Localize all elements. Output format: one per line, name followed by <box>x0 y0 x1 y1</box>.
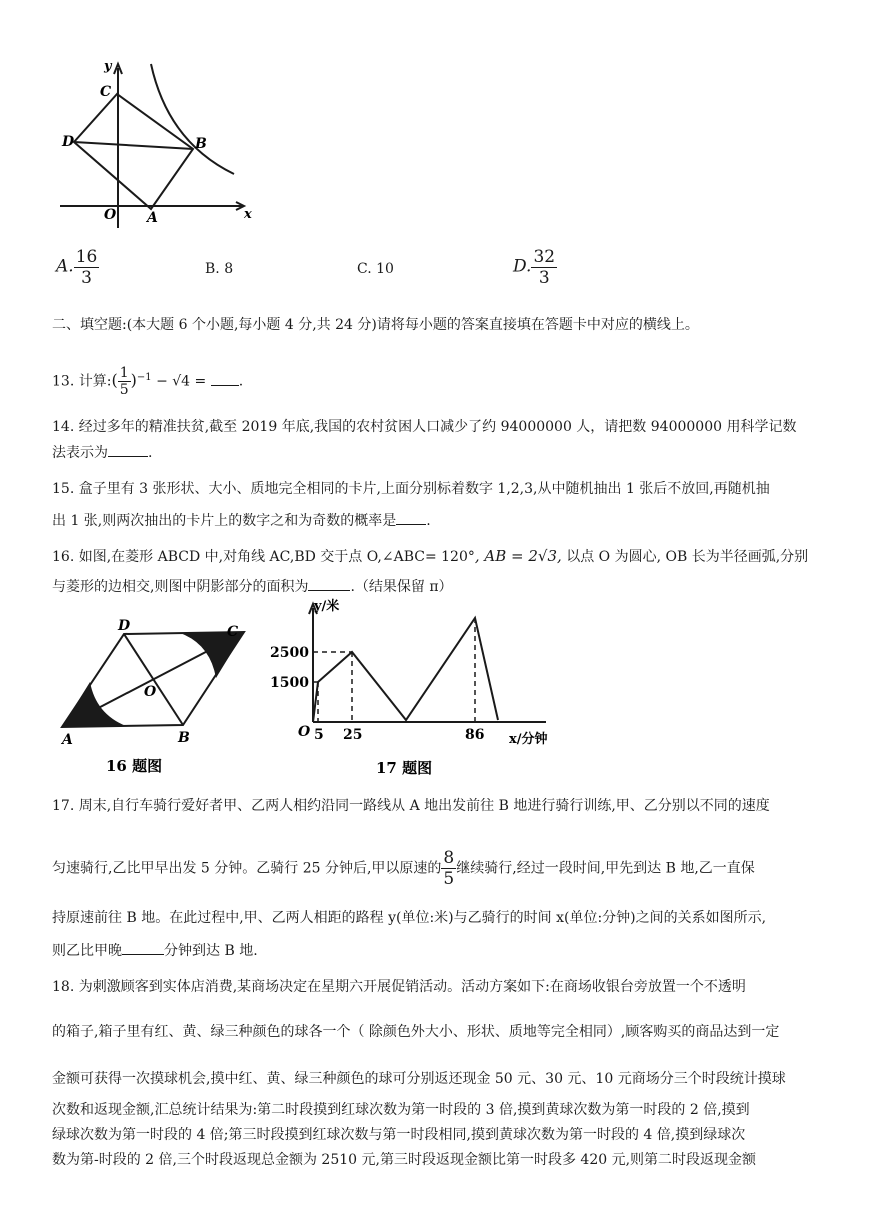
q15-text: 出 1 张,则两次抽出的卡片上的数字之和为奇数的概率是 <box>52 513 397 529</box>
q13-fraction <box>118 365 131 398</box>
x-tick-label: 5 <box>314 727 324 743</box>
hyperbola-curve <box>151 64 234 174</box>
point-label-d: D <box>62 134 75 150</box>
option-c: C. 10 <box>357 261 394 277</box>
option-d-numerator: 32 <box>533 247 556 267</box>
q18-line-2: 的箱子,箱子里有红、黄、绿三种颜色的球各一个（ 除颜色外大小、形状、质地等完全相同）,顾客购买的商品达到一定 <box>52 1024 780 1040</box>
q18-line-3: 金额可获得一次摸球机会,摸中红、黄、绿三种颜色的球可分别返还现金 50 元、30 元、10 元商场分三个时段统计摸球 <box>52 1071 786 1087</box>
fig16-caption: 16 题图 <box>106 757 163 775</box>
q17-line-4 <box>52 941 258 961</box>
q13-exponent: −1 <box>136 371 152 383</box>
q14-answer-blank[interactable] <box>108 456 148 457</box>
point-label-b: B <box>178 730 190 746</box>
q18-line-4: 次数和返现金额,汇总统计结果为:第二时段摸到红球次数为第一时段的 3 倍,摸到黄球次数为第一时段的 2 倍,摸到 <box>52 1102 750 1118</box>
q14-text: 法表示为 <box>52 445 108 461</box>
square-abcd <box>74 94 193 209</box>
y-tick-label: 2500 <box>270 645 309 661</box>
point-label-c: C <box>100 84 112 100</box>
option-b: B. 8 <box>205 261 234 277</box>
point-label-a: A <box>147 210 158 226</box>
point-label-d: D <box>118 618 131 634</box>
question-13: 13. 计算:( $\frac{1}{5}$ )$^{-1}$ − √4 = . <box>52 365 244 398</box>
q17-end: 分钟到达 B 地. <box>164 943 258 959</box>
option-a <box>56 247 99 288</box>
option-d-fraction <box>531 247 557 288</box>
q13-numerator: 1 <box>119 365 129 381</box>
q17-fraction <box>441 848 456 889</box>
option-a-fraction <box>74 247 100 288</box>
y-tick-label: 1500 <box>270 675 309 691</box>
point-label-b: B <box>195 136 207 152</box>
q16-answer-blank[interactable] <box>308 590 350 591</box>
q16-math: , AB = 2√3, <box>474 547 562 565</box>
q13-end: . <box>238 373 244 390</box>
q13-label: 13. 计算: <box>52 373 112 390</box>
q17-line-3: 持原速前往 B 地。在此过程中,甲、乙两人相距的路程 y(单位:米)与乙骑行的时间 x(单位:分钟)之间的关系如图所示, <box>52 910 767 926</box>
diagonal-db <box>74 142 193 149</box>
fig17-caption: 17 题图 <box>376 759 433 777</box>
axis-label-x: x <box>244 207 252 222</box>
q15-end: . <box>426 513 431 529</box>
option-a-denominator: 3 <box>81 268 92 288</box>
option-d <box>513 247 557 288</box>
point-label-c: C <box>227 624 239 640</box>
option-d-prefix: D. <box>513 256 532 277</box>
q12-figure <box>56 56 256 231</box>
q17-text-c: 则乙比甲晚 <box>52 943 122 959</box>
q13-denominator: 5 <box>119 382 129 398</box>
q14-end: . <box>148 445 153 461</box>
q17-figure <box>266 596 566 781</box>
q18-line-6: 数为第-时段的 2 倍,三个时段返现总金额为 2510 元,第三时段返现金额比第一时段多 420 元,则第二时段返现金额 <box>52 1152 757 1168</box>
q13-answer-blank[interactable] <box>211 385 239 386</box>
section-title: 二、填空题:(本大题 6 个小题,每小题 4 分,共 24 分)请将每小题的答案直接填在答题卡中对应的横线上。 <box>52 317 699 333</box>
q16-line-1 <box>52 546 808 567</box>
diagonal-bd <box>124 634 183 725</box>
point-label-o: O <box>144 684 157 700</box>
origin-label: O <box>298 724 311 740</box>
option-a-prefix: A. <box>56 256 74 277</box>
point-label-a: A <box>62 732 73 748</box>
q17-denominator: 5 <box>443 869 455 889</box>
q15-line-1: 15. 盒子里有 3 张形状、大小、质地完全相同的卡片,上面分别标着数字 1,2,3,从中随机抽出 1 张后不放回,再随机抽 <box>52 481 770 497</box>
q17-line-1: 17. 周末,自行车骑行爱好者甲、乙两人相约沿同一路线从 A 地出发前往 B 地进行骑行训练,甲、乙分别以不同的速度 <box>52 798 770 814</box>
x-axis-label: x/分钟 <box>509 732 548 747</box>
x-tick-label: 86 <box>465 727 485 743</box>
q14-line-2 <box>52 443 152 463</box>
q16-end: .（结果保留 π） <box>350 579 453 595</box>
q17-numerator: 8 <box>443 848 455 868</box>
q18-line-5: 绿球次数为第一时段的 4 倍;第三时段摸到红球次数与第一时段相同,摸到黄球次数为第一时段的 4 倍,摸到绿球次 <box>52 1127 746 1143</box>
q16-text-d: 与菱形的边相交,则图中阴影部分的面积为 <box>52 579 309 595</box>
q17-text-b: 继续骑行,经过一段时间,甲先到达 B 地,乙一直保 <box>456 860 755 877</box>
q13-expression: − √4 = <box>156 373 211 390</box>
axis-label-y: y <box>104 59 112 74</box>
q17-text-a: 匀速骑行,乙比甲早出发 5 分钟。乙骑行 25 分钟后,甲以原速的 <box>52 860 442 877</box>
shaded-region-a <box>62 682 126 727</box>
q15-answer-blank[interactable] <box>396 524 426 525</box>
y-axis-label: y/米 <box>314 599 340 614</box>
q17-line-2 <box>52 848 755 888</box>
q16-text-c: 以点 O 为圆心, OB 长为半径画弧,分别 <box>561 549 809 565</box>
q17-answer-blank[interactable] <box>122 954 164 955</box>
q14-line-1: 14. 经过多年的精准扶贫,截至 2019 年底,我国的农村贫困人口减少了约 94000000 人，请把数 94000000 用科学记数 <box>52 419 797 435</box>
q18-line-1: 18. 为刺激顾客到实体店消费,某商场决定在星期六开展促销活动。活动方案如下:在商场收银台旁放置一个不透明 <box>52 979 746 995</box>
option-a-numerator: 16 <box>75 247 98 267</box>
x-tick-label: 25 <box>343 727 363 743</box>
q16-text-a: 16. 如图,在菱形 ABCD 中,对角线 AC,BD 交于点 O,∠ABC= 120° <box>52 549 475 565</box>
q16-figure <box>56 616 256 781</box>
distance-graph-line <box>313 618 498 722</box>
q16-line-2 <box>52 577 453 597</box>
q15-line-2 <box>52 511 431 531</box>
option-d-denominator: 3 <box>538 268 550 288</box>
point-label-o: O <box>104 207 117 223</box>
